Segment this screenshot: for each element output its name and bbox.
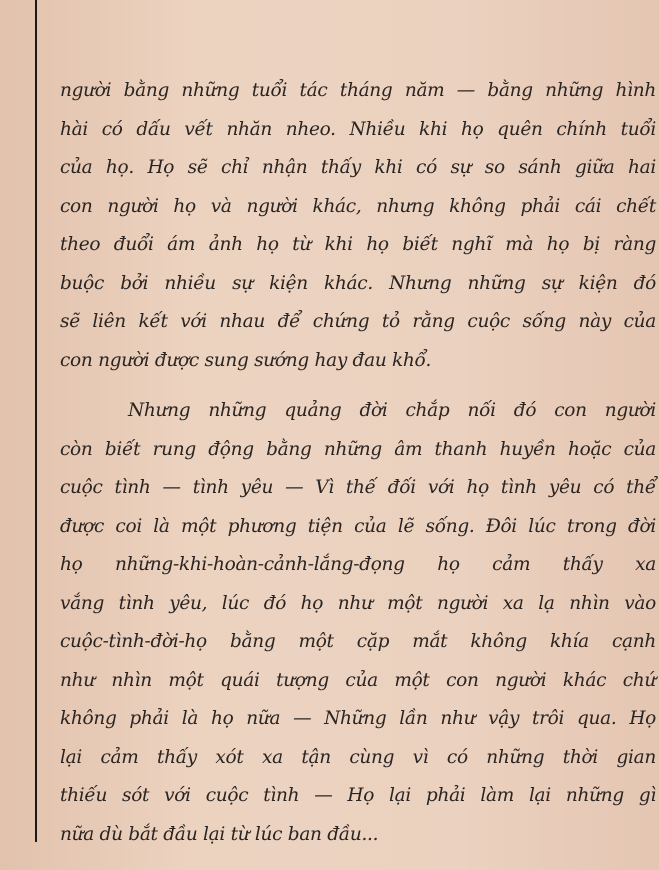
text-line: người bằng những tuổi tác tháng năm — bằng những hình: [60, 80, 656, 101]
text-line: buộc bởi nhiều sự kiện khác. Nhưng những sự kiện đó: [60, 272, 656, 294]
text-line: vắng tình yêu, lúc đó họ như một người xa lạ nhìn vào: [60, 592, 656, 614]
text-line: theo đuổi ám ảnh họ từ khi họ biết nghĩ mà họ bị ràng: [60, 234, 656, 255]
text-line: con người họ và người khác, nhưng không phải cái chết: [60, 195, 656, 217]
text-line: cuộc-tình-đời-họ bằng một cặp mắt không khía cạnh: [60, 631, 656, 652]
margin-rule: [35, 0, 37, 842]
paragraph-1: [60, 72, 656, 380]
text-line: con người được sung sướng hay đau khổ.: [60, 349, 432, 371]
text-line: còn biết rung động bằng những âm thanh huyền hoặc của: [60, 438, 656, 460]
text-line: của họ. Họ sẽ chỉ nhận thấy khi có sự so sánh giữa hai: [60, 157, 656, 178]
text-line: như nhìn một quái tượng của một con người khác chứ: [60, 669, 656, 691]
text-line: Nhưng những quảng đời chắp nối đó con người: [128, 400, 656, 421]
paragraph-2: [60, 392, 656, 854]
text-line: lại cảm thấy xót xa tận cùng vì có những thời gian: [60, 746, 656, 768]
text-line: thiếu sót với cuộc tình — Họ lại phải làm lại những gì: [60, 785, 656, 806]
text-line: được coi là một phương tiện của lẽ sống. Đôi lúc trong đời: [60, 515, 656, 537]
text-line: cuộc tình — tình yêu — Vì thế đối với họ tình yêu có thể: [60, 477, 656, 498]
text-line: họ những-khi-hoàn-cảnh-lắng-đọng họ cảm thấy xa: [60, 554, 656, 575]
text-line: hài có dấu vết nhăn nheo. Nhiều khi họ quên chính tuổi: [60, 118, 656, 140]
text-line: sẽ liên kết với nhau để chứng tỏ rằng cuộc sống này của: [60, 311, 656, 332]
text-line: nữa dù bắt đầu lại từ lúc ban đầu...: [60, 823, 379, 845]
text-line: không phải là họ nữa — Những lần như vậy trôi qua. Họ: [60, 708, 656, 729]
